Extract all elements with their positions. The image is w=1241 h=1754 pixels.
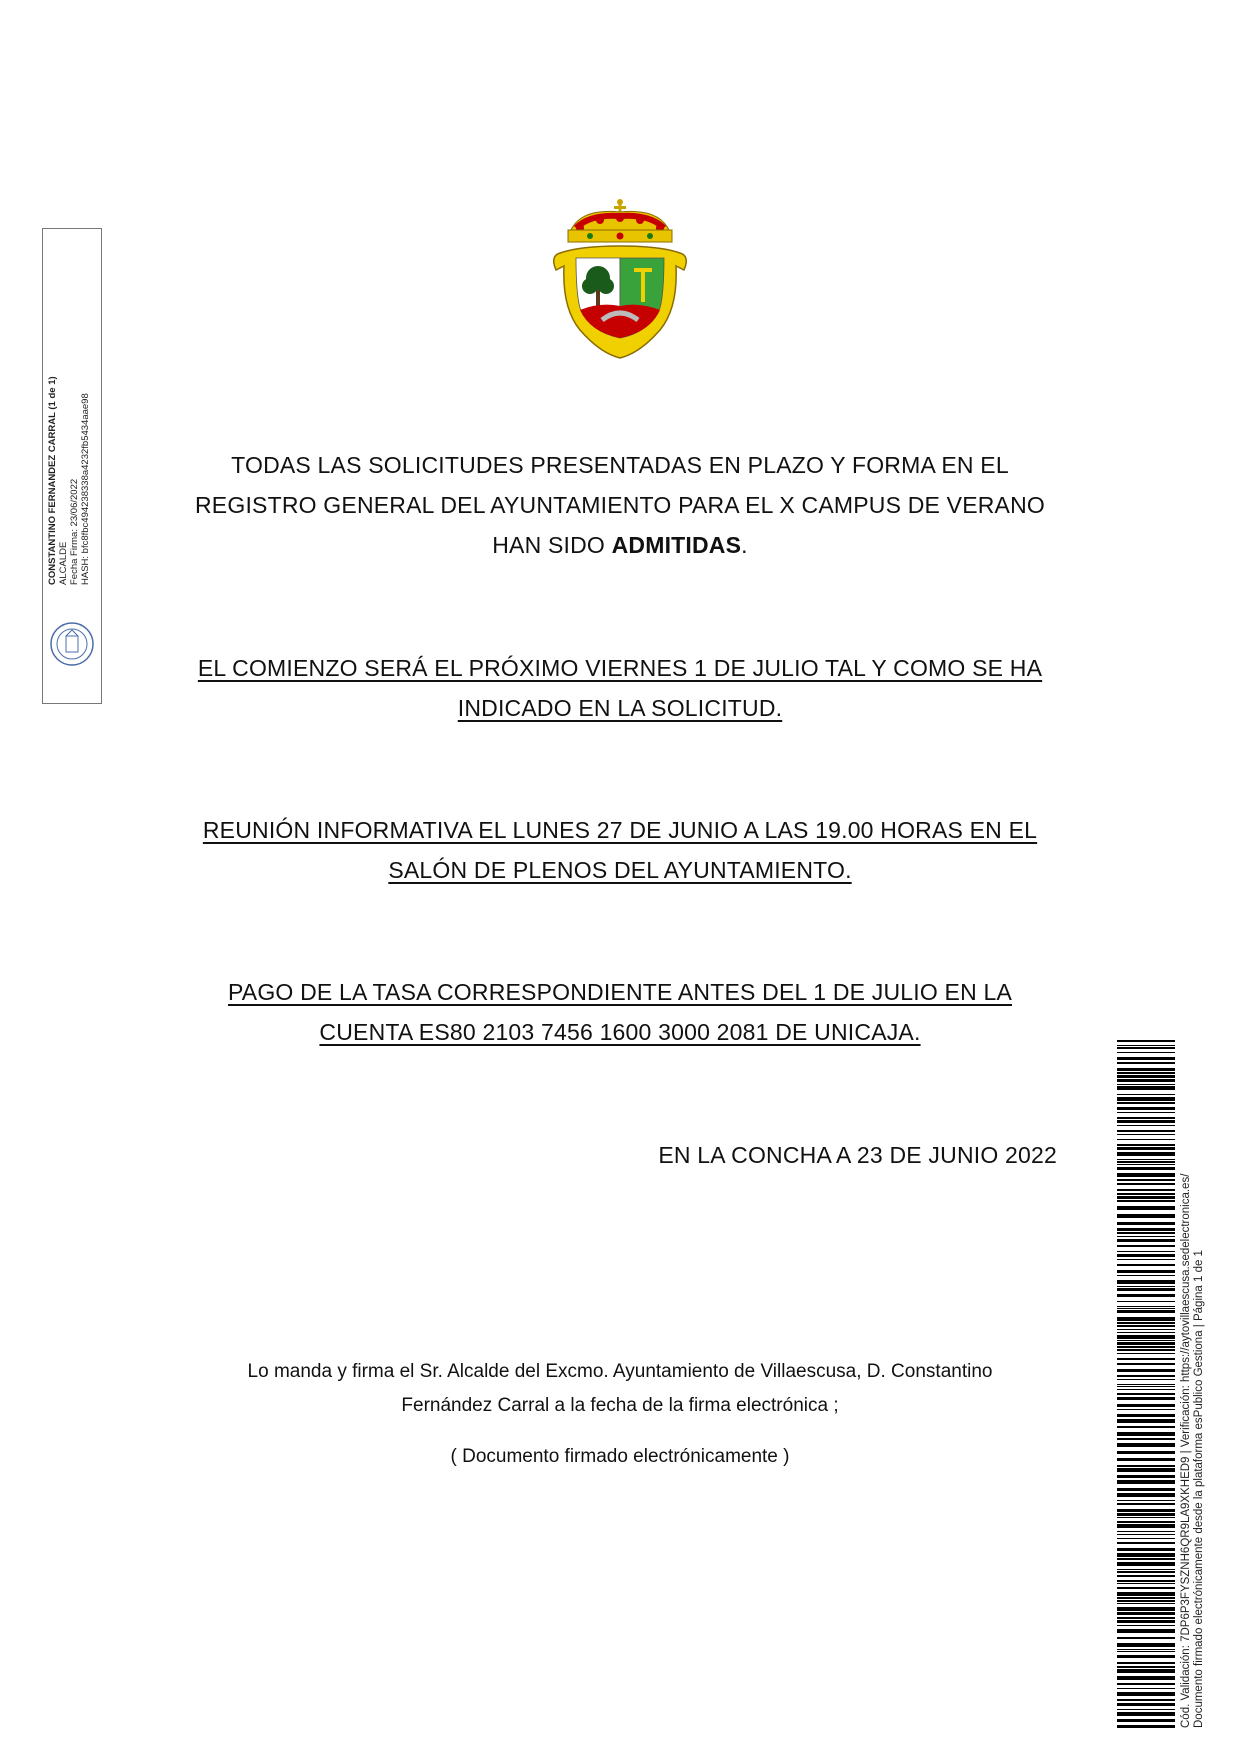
meeting-paragraph: REUNIÓN INFORMATIVA EL LUNES 27 DE JUNIO A LAS 19.00 HORAS EN EL SALÓN DE PLENOS DEL AYUNTAMIENTO. — [202, 817, 1038, 883]
admitidas-emphasis: ADMITIDAS — [611, 532, 742, 558]
validation-code: Cód. Validación: 7DP6P3FYSZNH6QR9LA9XKHED9 | Verificación: https://aytovillaescusa.sedelectronica.es/ — [1180, 1173, 1192, 1728]
signer-name: CONSTANTINO FERNANDEZ CARRAL (1 de 1) — [47, 376, 58, 585]
admission-paragraph: TODAS LAS SOLICITUDES PRESENTADAS EN PLAZO Y FORMA EN EL REGISTRO GENERAL DEL AYUNTAMIENTO PARA EL X CAMPUS DE VERANO HAN SIDO ADMITIDAS. — [195, 452, 1045, 558]
signed-electronically-note: ( Documento firmado electrónicamente ) — [450, 1446, 790, 1467]
signature-statement: Lo manda y firma el Sr. Alcalde del Excmo. Ayuntamiento de Villaescusa, D. Constantino Fernández Carral a la fecha de la firma electrónica ; — [247, 1361, 993, 1416]
payment-paragraph: PAGO DE LA TASA CORRESPONDIENTE ANTES DEL 1 DE JULIO EN LA CUENTA ES80 2103 7456 1600 3000 2081 DE UNICAJA. — [227, 979, 1013, 1045]
platform-note: Documento firmado electrónicamente desde la plataforma esPublico Gestiona | Página 1 de 1 — [1193, 1250, 1205, 1728]
signature-date: Fecha Firma: 23/06/2022 — [69, 478, 80, 585]
validation-barcode — [1117, 1040, 1175, 1730]
signer-role: ALCALDE — [58, 541, 69, 585]
signature-stamp-text — [47, 376, 91, 585]
municipal-seal-icon — [48, 618, 96, 670]
start-date-paragraph: EL COMIENZO SERÁ EL PRÓXIMO VIERNES 1 DE JULIO TAL Y COMO SE HA INDICADO EN LA SOLICITUD. — [197, 655, 1043, 721]
coat-of-arms-logo — [550, 198, 690, 363]
verification-text — [1180, 1174, 1206, 1728]
signature-hash: HASH: bfc8fbc494238338a4232fb5434aae98 — [80, 393, 91, 585]
place-date-line: EN LA CONCHA A 23 DE JUNIO 2022 — [658, 1142, 1057, 1168]
